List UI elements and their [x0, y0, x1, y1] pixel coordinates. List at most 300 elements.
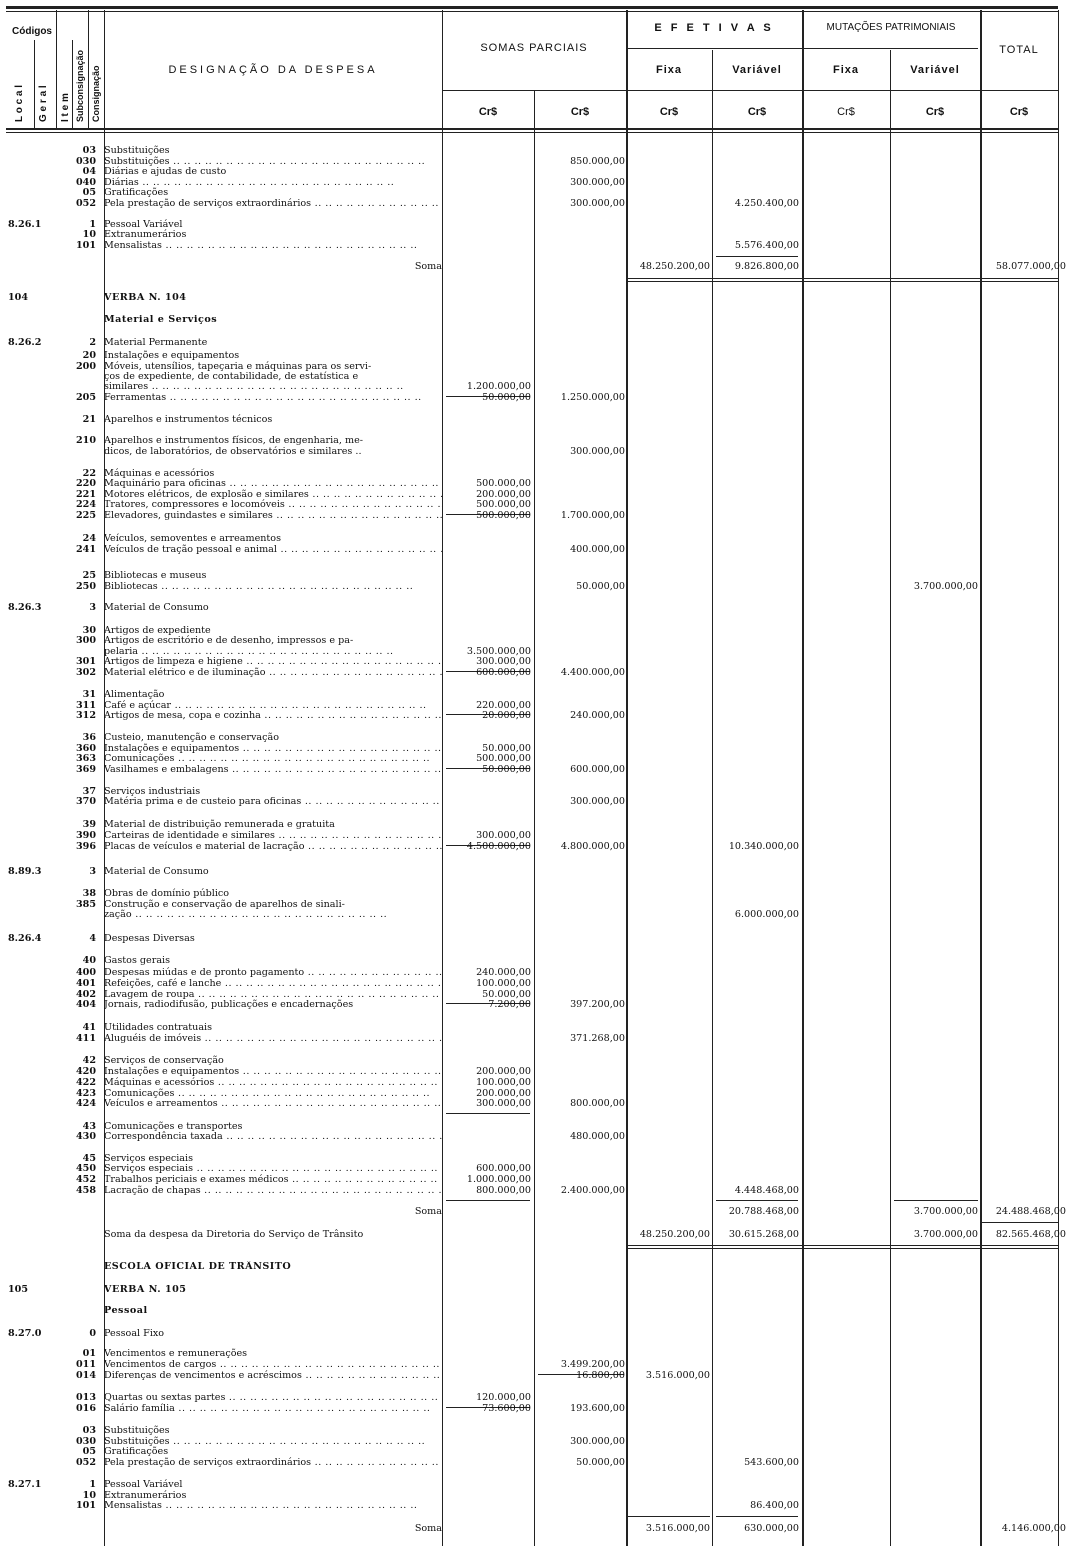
row-description: Elevadores, guindastes e similares .. .. [104, 510, 442, 521]
table-row [0, 499, 1078, 510]
row-description: Soma [414, 1523, 442, 1534]
table-row [0, 1305, 1078, 1316]
row-description: Gastos gerais [104, 955, 171, 966]
table-row [0, 381, 1078, 392]
row-efetiva-variavel: 86.400,00 [750, 1500, 799, 1511]
table-row [0, 229, 1078, 240]
row-soma-parcial-2: 397.200,00 [570, 999, 625, 1010]
row-subconsignacao-code: 420 [75, 1066, 96, 1077]
row-description: Vencimentos de cargos .. .. [104, 1359, 442, 1370]
table-row [0, 1425, 1078, 1436]
row-description: Despesas miúdas e de pronto pagamento .. .. [104, 967, 442, 978]
row-soma-parcial-2: 240.000,00 [570, 710, 625, 721]
row-consignacao-code: 37 [82, 786, 96, 797]
row-subconsignacao-code: 369 [75, 764, 96, 775]
row-subconsignacao-code: 430 [75, 1131, 96, 1142]
row-soma-parcial-2: 600.000,00 [570, 764, 625, 775]
row-description: Serviços especiais .. .. [104, 1163, 442, 1174]
row-description: Custeio, manutenção e conservação [104, 732, 279, 743]
row-subconsignacao-code: 302 [75, 667, 96, 678]
row-description: Aluguéis de imóveis .. .. [104, 1033, 442, 1044]
table-row [0, 1359, 1078, 1370]
table-row [0, 635, 1078, 646]
header-efetivas-variavel: Variável [732, 64, 782, 76]
row-soma-parcial-2: 1.700.000,00 [560, 510, 625, 521]
row-consignacao-code: 3 [89, 602, 96, 613]
row-efetiva-variavel: 30.615.268,00 [728, 1229, 799, 1240]
row-subconsignacao-code: 385 [75, 899, 96, 910]
row-description: Artigos de escritório e de desenho, impressos e pa- [104, 635, 354, 646]
row-efetiva-fixa: 3.516.000,00 [645, 1523, 710, 1534]
row-soma-parcial-1: 200.000,00 [476, 489, 531, 500]
table-row [0, 478, 1078, 489]
row-soma-parcial-2: 400.000,00 [570, 544, 625, 555]
row-description: Artigos de limpeza e higiene .. .. [104, 656, 442, 667]
row-description: Carteiras de identidade e similares .. .. [104, 830, 442, 841]
row-soma-parcial-1: 300.000,00 [476, 830, 531, 841]
row-total: 4.146.000,00 [1001, 1523, 1066, 1534]
row-efetiva-variavel: 10.340.000,00 [728, 841, 799, 852]
row-soma-parcial-2: 16.800,00 [576, 1370, 625, 1381]
row-description: Trabalhos periciais e exames médicos .. .. [104, 1174, 442, 1185]
row-description: Comunicações .. .. [104, 753, 442, 764]
row-description: Ferramentas .. .. [104, 392, 442, 403]
row-efetiva-variavel: 4.448.468,00 [734, 1185, 799, 1196]
row-subconsignacao-code: 200 [75, 361, 96, 372]
row-description: Bibliotecas .. .. [104, 581, 442, 592]
row-subconsignacao-code: 423 [75, 1088, 96, 1099]
row-consignacao-code: 10 [82, 1490, 96, 1501]
row-description: Obras de domínio público [104, 888, 230, 899]
row-soma-parcial-1: 600.000,00 [476, 1163, 531, 1174]
table-row [0, 240, 1078, 251]
row-subconsignacao-code: 052 [75, 198, 96, 209]
row-description: Soma da despesa da Diretoria do Serviço de Trânsito [104, 1229, 364, 1240]
row-soma-parcial-2: 300.000,00 [570, 177, 625, 188]
row-soma-parcial-2: 2.400.000,00 [560, 1185, 625, 1196]
table-row [0, 1174, 1078, 1185]
row-subconsignacao-code: 458 [75, 1185, 96, 1196]
row-description: ços de expediente, de contabilidade, de estatística e [104, 371, 359, 382]
row-description: Substituições [104, 145, 170, 156]
row-consignacao-code: 22 [82, 468, 96, 479]
row-description: Material elétrico e de iluminação .. .. [104, 667, 442, 678]
row-description: Alimentação [104, 689, 165, 700]
row-description: ESCOLA OFICIAL DE TRÂNSITO [104, 1261, 292, 1272]
row-soma-parcial-2: 300.000,00 [570, 446, 625, 457]
row-soma-parcial-1: 1.200.000,00 [466, 381, 531, 392]
table-row [0, 955, 1078, 966]
table-row [0, 187, 1078, 198]
row-subconsignacao-code: 450 [75, 1163, 96, 1174]
table-row [0, 1500, 1078, 1511]
row-description: Veículos e arreamentos .. .. [104, 1098, 442, 1109]
row-description: Diárias .. .. [104, 177, 442, 188]
row-consignacao-code: 30 [82, 625, 96, 636]
table-row [0, 999, 1078, 1010]
row-consignacao-code: 43 [82, 1121, 96, 1132]
table-row [0, 1185, 1078, 1196]
row-consignacao-code: 1 [89, 219, 96, 230]
row-consignacao-code: 36 [82, 732, 96, 743]
row-soma-parcial-2: 50.000,00 [576, 1457, 625, 1468]
header-rule [628, 48, 978, 49]
table-row [0, 967, 1078, 978]
header-currency: Cr$ [1009, 106, 1029, 118]
row-soma-parcial-1: 800.000,00 [476, 1185, 531, 1196]
table-row [0, 1446, 1078, 1457]
table-row [0, 261, 1078, 272]
row-consignacao-code: 39 [82, 819, 96, 830]
table-row [0, 533, 1078, 544]
row-total: 82.565.468,00 [995, 1229, 1066, 1240]
row-description: Salário família .. .. [104, 1403, 442, 1414]
header-rule [6, 128, 1058, 130]
row-description: Máquinas e acessórios .. .. [104, 1077, 442, 1088]
row-soma-parcial-1: 50.000,00 [482, 989, 531, 1000]
row-soma-parcial-1: 50.000,00 [482, 392, 531, 403]
row-description: Motores elétricos, de explosão e similares .. .. [104, 489, 442, 500]
row-description: Maquinário para oficinas .. .. [104, 478, 442, 489]
row-subconsignacao-code: 101 [75, 240, 96, 251]
row-soma-parcial-1: 3.500.000,00 [466, 646, 531, 657]
table-row [0, 1392, 1078, 1403]
table-row [0, 602, 1078, 613]
total-rule [628, 278, 1058, 282]
row-consignacao-code: 24 [82, 533, 96, 544]
header-rule [6, 132, 1058, 133]
row-soma-parcial-2: 3.499.200,00 [560, 1359, 625, 1370]
row-description: Mensalistas .. .. [104, 240, 442, 251]
row-description: Gratificações [104, 187, 169, 198]
row-description: Bibliotecas e museus [104, 570, 207, 581]
table-row [0, 1066, 1078, 1077]
row-consignacao-code: 03 [82, 145, 96, 156]
table-row [0, 581, 1078, 592]
row-mutacao-variavel: 3.700.000,00 [913, 1206, 978, 1217]
row-subconsignacao-code: 221 [75, 489, 96, 500]
table-row [0, 753, 1078, 764]
row-soma-parcial-1: 50.000,00 [482, 743, 531, 754]
table-row [0, 1403, 1078, 1414]
row-soma-parcial-1: 500.000,00 [476, 499, 531, 510]
row-local-code: 8.26.3 [8, 602, 42, 613]
row-subconsignacao-code: 400 [75, 967, 96, 978]
top-rule-inner [6, 11, 1058, 12]
header-somas-parciais: SOMAS PARCIAIS [480, 42, 588, 54]
row-description: Artigos de mesa, copa e cozinha .. .. [104, 710, 442, 721]
table-row [0, 510, 1078, 521]
row-consignacao-code: 05 [82, 187, 96, 198]
row-mutacao-variavel: 3.700.000,00 [913, 1229, 978, 1240]
row-efetiva-fixa: 48.250.200,00 [639, 1229, 710, 1240]
row-description: Comunicações e transportes [104, 1121, 243, 1132]
row-subconsignacao-code: 390 [75, 830, 96, 841]
row-soma-parcial-1: 600.000,00 [476, 667, 531, 678]
table-row [0, 544, 1078, 555]
row-subconsignacao-code: 011 [75, 1359, 96, 1370]
row-mutacao-variavel: 3.700.000,00 [913, 581, 978, 592]
row-description: Despesas Diversas [104, 933, 195, 944]
row-description: Veículos, semoventes e arreamentos [104, 533, 281, 544]
row-efetiva-variavel: 543.600,00 [744, 1457, 799, 1468]
row-subconsignacao-code: 210 [75, 435, 96, 446]
table-row [0, 145, 1078, 156]
row-soma-parcial-2: 300.000,00 [570, 796, 625, 807]
row-description: Pela prestação de serviços extraordinários .. .. [104, 1457, 442, 1468]
row-soma-parcial-2: 480.000,00 [570, 1131, 625, 1142]
table-row [0, 1328, 1078, 1339]
row-description: dicos, de laboratórios, de observatórios e similares .. [104, 446, 362, 457]
table-row [0, 710, 1078, 721]
table-row [0, 292, 1078, 303]
row-local-code: 8.26.4 [8, 933, 42, 944]
row-subconsignacao-code: 396 [75, 841, 96, 852]
header-total: TOTAL [999, 44, 1039, 56]
row-description: similares .. .. [104, 381, 442, 392]
row-soma-parcial-1: 220.000,00 [476, 700, 531, 711]
row-local-code: 8.26.2 [8, 337, 42, 348]
row-subconsignacao-code: 030 [75, 156, 96, 167]
row-description: Veículos de tração pessoal e animal .. .. [104, 544, 442, 555]
table-row [0, 1163, 1078, 1174]
row-description: Pessoal [104, 1305, 148, 1316]
table-row [0, 1022, 1078, 1033]
subtotal-rule [628, 1516, 710, 1517]
header-currency: Cr$ [659, 106, 679, 118]
row-description: Lacração de chapas .. .. [104, 1185, 442, 1196]
table-row [0, 1098, 1078, 1109]
row-soma-parcial-1: 100.000,00 [476, 978, 531, 989]
row-description: Gratificações [104, 1446, 169, 1457]
table-row [0, 841, 1078, 852]
row-subconsignacao-code: 312 [75, 710, 96, 721]
subtotal-rule [716, 1516, 798, 1517]
subtotal-rule [716, 256, 798, 257]
row-efetiva-fixa: 3.516.000,00 [645, 1370, 710, 1381]
table-row [0, 796, 1078, 807]
row-consignacao-code: 01 [82, 1348, 96, 1359]
row-efetiva-variavel: 630.000,00 [744, 1523, 799, 1534]
row-consignacao-code: 21 [82, 414, 96, 425]
table-row [0, 667, 1078, 678]
row-subconsignacao-code: 040 [75, 177, 96, 188]
header-currency: Cr$ [747, 106, 767, 118]
row-description: Serviços industriais [104, 786, 201, 797]
row-soma-parcial-1: 200.000,00 [476, 1088, 531, 1099]
row-subconsignacao-code: 411 [75, 1033, 96, 1044]
table-row [0, 392, 1078, 403]
subtotal-rule [446, 1113, 530, 1114]
row-description: Máquinas e acessórios [104, 468, 215, 479]
header-rule [442, 90, 1058, 91]
row-consignacao-code: 38 [82, 888, 96, 899]
table-row [0, 1131, 1078, 1142]
table-row [0, 446, 1078, 457]
header-mutacoes: MUTAÇÕES PATRIMONIAIS [826, 22, 956, 33]
row-description: Pessoal Variável [104, 219, 183, 230]
row-efetiva-fixa: 48.250.200,00 [639, 261, 710, 272]
row-consignacao-code: 05 [82, 1446, 96, 1457]
table-row [0, 888, 1078, 899]
table-row [0, 1206, 1078, 1217]
header-consignacao: Consignação [91, 65, 101, 122]
row-subconsignacao-code: 424 [75, 1098, 96, 1109]
row-local-code: 8.89.3 [8, 866, 42, 877]
row-description: Pessoal Fixo [104, 1328, 165, 1339]
row-description: Material de Consumo [104, 866, 209, 877]
table-row [0, 866, 1078, 877]
row-consignacao-code: 25 [82, 570, 96, 581]
row-description: Móveis, utensílios, tapeçaria e máquinas para os servi- [104, 361, 372, 372]
table-row [0, 689, 1078, 700]
table-row [0, 909, 1078, 920]
row-description: Extranumerários [104, 1490, 187, 1501]
table-row [0, 1370, 1078, 1381]
row-soma-parcial-1: 7.200,00 [488, 999, 531, 1010]
row-subconsignacao-code: 220 [75, 478, 96, 489]
row-subconsignacao-code: 404 [75, 999, 96, 1010]
header-divider [56, 10, 57, 130]
row-local-code: 8.26.1 [8, 219, 42, 230]
header-currency: Cr$ [478, 106, 498, 118]
header-currency: Cr$ [837, 106, 855, 118]
header-efetivas-fixa: Fixa [655, 64, 682, 76]
table-row [0, 1229, 1078, 1240]
top-rule [6, 6, 1058, 9]
row-consignacao-code: 41 [82, 1022, 96, 1033]
subtotal-rule [446, 1200, 530, 1201]
row-subconsignacao-code: 301 [75, 656, 96, 667]
table-row [0, 1479, 1078, 1490]
row-consignacao-code: 0 [89, 1328, 96, 1339]
row-description: Extranumerários [104, 229, 187, 240]
row-soma-parcial-2: 193.600,00 [570, 1403, 625, 1414]
table-row [0, 1055, 1078, 1066]
header-subconsignacao: Subconsignação [75, 49, 85, 122]
table-row [0, 1033, 1078, 1044]
row-efetiva-variavel: 4.250.400,00 [734, 198, 799, 209]
row-subconsignacao-code: 311 [75, 700, 96, 711]
table-row [0, 570, 1078, 581]
row-local-code: 8.27.0 [8, 1328, 42, 1339]
row-description: zação .. .. [104, 909, 442, 920]
row-description: Material Permanente [104, 337, 208, 348]
row-description: Placas de veículos e material de lacração .. .. [104, 841, 442, 852]
row-soma-parcial-1: 20.000,00 [482, 710, 531, 721]
table-row [0, 830, 1078, 841]
row-subconsignacao-code: 360 [75, 743, 96, 754]
row-description: Utilidades contratuais [104, 1022, 213, 1033]
row-efetiva-variavel: 5.576.400,00 [734, 240, 799, 251]
table-row [0, 314, 1078, 325]
table-row [0, 1457, 1078, 1468]
row-soma-parcial-1: 100.000,00 [476, 1077, 531, 1088]
row-total: 58.077.000,00 [995, 261, 1066, 272]
row-description: Pela prestação de serviços extraordinários .. .. [104, 198, 442, 209]
table-row [0, 819, 1078, 830]
header-divider [88, 10, 89, 130]
row-description: pelaria .. .. [104, 646, 442, 657]
header-divider [34, 40, 35, 130]
table-row [0, 414, 1078, 425]
row-soma-parcial-1: 50.000,00 [482, 764, 531, 775]
row-description: Correspondência taxada .. .. [104, 1131, 442, 1142]
row-description: Aparelhos e instrumentos físicos, de engenharia, me- [104, 435, 364, 446]
row-description: VERBA N. 105 [104, 1284, 187, 1295]
header-efetivas: E F E T I V A S [654, 22, 774, 34]
row-soma-parcial-1: 4.500.000,00 [466, 841, 531, 852]
row-subconsignacao-code: 422 [75, 1077, 96, 1088]
row-description: Pessoal Variável [104, 1479, 183, 1490]
total-rule [628, 1245, 1058, 1249]
row-soma-parcial-2: 50.000,00 [576, 581, 625, 592]
row-subconsignacao-code: 101 [75, 1500, 96, 1511]
header-divider [72, 40, 73, 130]
row-consignacao-code: 42 [82, 1055, 96, 1066]
row-soma-parcial-2: 4.400.000,00 [560, 667, 625, 678]
row-subconsignacao-code: 225 [75, 510, 96, 521]
table-row [0, 1261, 1078, 1272]
row-subconsignacao-code: 224 [75, 499, 96, 510]
row-soma-parcial-1: 120.000,00 [476, 1392, 531, 1403]
row-soma-parcial-2: 300.000,00 [570, 198, 625, 209]
row-subconsignacao-code: 013 [75, 1392, 96, 1403]
row-description: Vencimentos e remunerações [104, 1348, 248, 1359]
row-description: Material de distribuição remunerada e gratuita [104, 819, 335, 830]
row-description: Mensalistas .. .. [104, 1500, 442, 1511]
row-soma-parcial-2: 800.000,00 [570, 1098, 625, 1109]
row-consignacao-code: 10 [82, 229, 96, 240]
row-subconsignacao-code: 030 [75, 1436, 96, 1447]
row-subconsignacao-code: 452 [75, 1174, 96, 1185]
row-efetiva-variavel: 20.788.468,00 [728, 1206, 799, 1217]
row-soma-parcial-1: 300.000,00 [476, 656, 531, 667]
row-description: Matéria prima e de custeio para oficinas .. .. [104, 796, 442, 807]
row-description: Diferenças de vencimentos e acréscimos .. .. [104, 1370, 442, 1381]
row-description: Substituições [104, 1425, 170, 1436]
row-description: Tratores, compressores e locomóveis .. .. [104, 499, 442, 510]
row-description: Construção e conservação de aparelhos de sinali- [104, 899, 345, 910]
row-description: Material de Consumo [104, 602, 209, 613]
row-local-code: 105 [8, 1284, 29, 1295]
row-description: Instalações e equipamentos .. .. [104, 743, 442, 754]
row-subconsignacao-code: 402 [75, 989, 96, 1000]
table-row [0, 933, 1078, 944]
row-description: Serviços de conservação [104, 1055, 224, 1066]
row-description: Diárias e ajudas de custo [104, 166, 227, 177]
row-consignacao-code: 1 [89, 1479, 96, 1490]
header-mutacoes-variavel: Variável [910, 64, 960, 76]
row-description: Serviços especiais [104, 1153, 194, 1164]
row-subconsignacao-code: 205 [75, 392, 96, 403]
row-subconsignacao-code: 401 [75, 978, 96, 989]
row-description: Instalações e equipamentos [104, 350, 240, 361]
row-consignacao-code: 4 [89, 933, 96, 944]
row-description: VERBA N. 104 [104, 292, 187, 303]
row-consignacao-code: 20 [82, 350, 96, 361]
subtotal-rule [716, 1200, 798, 1201]
row-total: 24.488.468,00 [995, 1206, 1066, 1217]
header-local: L o c a l [14, 84, 25, 122]
row-subconsignacao-code: 016 [75, 1403, 96, 1414]
row-description: Soma [414, 261, 442, 272]
row-consignacao-code: 3 [89, 866, 96, 877]
row-description: Café e açúcar .. .. [104, 700, 442, 711]
row-description: Quartas ou sextas partes .. .. [104, 1392, 442, 1403]
row-local-code: 8.27.1 [8, 1479, 42, 1490]
row-description: Instalações e equipamentos .. .. [104, 1066, 442, 1077]
